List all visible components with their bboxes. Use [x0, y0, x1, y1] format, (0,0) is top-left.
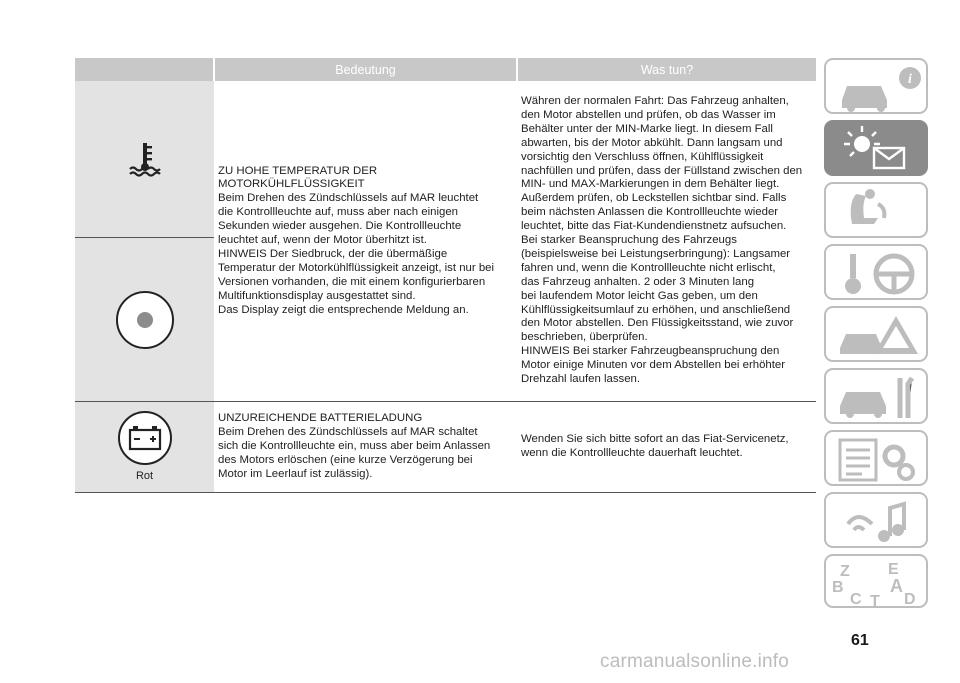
- header-meaning: Bedeutung: [214, 58, 517, 81]
- tab-emergency[interactable]: [824, 306, 928, 362]
- text-line: das Fahrzeug anhalten. 2 oder 3 Minuten lang: [521, 275, 755, 288]
- text-line: Motor einige Minuten vor dem Abstellen bei erhöhter: [521, 359, 786, 372]
- battery-meaning-cell: [214, 402, 517, 493]
- text-line: Kühlflüssigkeitsumlauf zu erhöhen, und anschließend: [521, 303, 791, 316]
- svg-text:i: i: [908, 72, 912, 87]
- text-line: Drehzahl laufen lassen.: [521, 373, 641, 386]
- coolant-temperature-icon: [125, 139, 165, 179]
- text-line: Behälter unter der MIN-Marke liegt. In diesem Fall: [521, 122, 773, 135]
- tab-multimedia[interactable]: [824, 492, 928, 548]
- gray-indicator-light-icon: [115, 290, 175, 350]
- index-letter: A: [890, 576, 903, 596]
- tab-technical-data[interactable]: [824, 430, 928, 486]
- coolant-action-text: [521, 95, 812, 387]
- index-letter: E: [888, 561, 899, 578]
- seat-airbag-icon: [826, 184, 930, 240]
- index-letter: B: [832, 579, 844, 596]
- text-line: HINWEIS Der Siedbruck, der die übermäßige: [218, 247, 448, 260]
- text-line: MIN- und MAX-Markierungen in dem Behälter liegt.: [521, 178, 780, 191]
- text-line: Temperatur der Motorkühlflüssigkeit anzeigt, ist nur bei: [218, 261, 495, 274]
- text-line: den Motor abstellen. Den Flüssigkeitsstand, wie zuvor: [521, 317, 794, 330]
- warning-lights-table: [75, 58, 816, 493]
- index-letter: C: [850, 591, 862, 608]
- tab-maintenance[interactable]: [824, 368, 928, 424]
- text-line: Sekunden wieder ausgehen. Die Kontrollleuchte: [218, 220, 462, 233]
- tab-warning-lights[interactable]: [824, 120, 928, 176]
- alphabetical-index-icon: [826, 556, 930, 610]
- tab-index[interactable]: [824, 554, 928, 608]
- text-line: ZU HOHE TEMPERATUR DER: [218, 164, 378, 177]
- warning-light-message-icon: [826, 122, 930, 178]
- battery-warning-icon: [117, 410, 173, 466]
- multimedia-music-icon: [826, 494, 930, 550]
- table-row-coolant: [75, 81, 816, 238]
- text-line: MOTORKÜHLFLÜSSIGKEIT: [218, 178, 365, 191]
- index-letter: D: [904, 591, 916, 608]
- tab-car-info[interactable]: [824, 58, 928, 114]
- index-letter: Z: [840, 563, 850, 580]
- text-line: sich die Kontrollleuchte ein, muss aber beim Anlassen: [218, 440, 491, 453]
- index-letter: T: [870, 593, 880, 610]
- car-info-icon: [826, 60, 930, 116]
- text-line: Motor im Leerlauf ist zulässig).: [218, 467, 373, 480]
- coolant-icon-cell: [75, 81, 214, 238]
- text-line: bei laufendem Motor leicht Gas geben, um den: [521, 289, 758, 302]
- header-symbol: [75, 58, 214, 81]
- text-line: Wenden Sie sich bitte sofort an das Fiat-Servicenetz,: [521, 433, 789, 446]
- text-line: (beispielsweise bei Leistungserbringung): Langsamer: [521, 247, 791, 260]
- text-line: leuchtet, bitte das Fiat-Kundendienstnetz aufsuchen.: [521, 220, 787, 233]
- coolant-action-cell: [517, 81, 816, 402]
- battery-icon-cell: [75, 402, 214, 493]
- text-line: Multifunktionsdisplay ausgestattet sind.: [218, 289, 416, 302]
- technical-data-gears-icon: [826, 432, 930, 488]
- table-row-battery: [75, 402, 816, 493]
- header-action: Was tun?: [517, 58, 816, 81]
- text-line: Außerdem prüfen, ob Leckstellen sichtbar sind. Falls: [521, 192, 787, 205]
- text-line: Beim Drehen des Zündschlüssels auf MAR leuchtet: [218, 192, 479, 205]
- tab-starting-driving[interactable]: [824, 244, 928, 300]
- text-line: HINWEIS Bei starker Fahrzeugbeanspruchung den: [521, 345, 780, 358]
- key-steering-wheel-icon: [826, 246, 930, 302]
- text-line: Währen der normalen Fahrt: Das Fahrzeug anhalten,: [521, 94, 789, 107]
- text-line: leuchtet auf, wenn der Motor überhitzt ist.: [218, 234, 427, 247]
- text-line: beschrieben, überprüfen.: [521, 331, 648, 344]
- text-line: nachfüllen und prüfen, dass der Füllstand zwischen den: [521, 164, 803, 177]
- text-line: Beim Drehen des Zündschlüssels auf MAR schaltet: [218, 426, 478, 439]
- color-label: Rot: [135, 470, 154, 483]
- text-line: fahren und, wenn die Kontrollleuchte nicht erlischt,: [521, 261, 776, 274]
- text-line: Versionen vorhanden, die mit einem konfigurierbaren: [218, 275, 486, 288]
- car-maintenance-tools-icon: [826, 370, 930, 426]
- indicator-icon-cell: [75, 238, 214, 402]
- text-line: wenn die Kontrollleuchte dauerhaft leuchtet.: [521, 447, 743, 459]
- text-line: abwarten, bis der Motor abkühlt. Dann langsam und: [521, 136, 783, 149]
- watermark: carmanualsonline.info: [600, 651, 790, 672]
- text-line: die Kontrollleuchte auf, muss aber nach einigen: [218, 206, 458, 219]
- text-line: beim nächsten Anlassen die Kontrollleuchte wieder: [521, 206, 779, 219]
- tab-safety[interactable]: [824, 182, 928, 238]
- text-line: Bei starker Beanspruchung des Fahrzeugs: [521, 234, 737, 247]
- text-line: vorsichtig den Verschluss öffnen, Kühlflüssigkeit: [521, 150, 764, 163]
- emergency-warning-triangle-icon: [826, 308, 930, 364]
- text-line: UNZUREICHENDE BATTERIELADUNG: [218, 412, 423, 425]
- coolant-meaning-cell: [214, 81, 517, 402]
- table-header-row: [75, 58, 816, 81]
- text-line: den Motor abstellen und prüfen, ob das Wasser im: [521, 108, 776, 121]
- coolant-meaning-text: [218, 165, 513, 318]
- page-number: 61: [851, 632, 869, 649]
- battery-action-cell: [517, 402, 816, 493]
- text-line: Das Display zeigt die entsprechende Meldung an.: [218, 303, 469, 316]
- text-line: des Motors erlöschen (eine kurze Verzögerung bei: [218, 453, 473, 466]
